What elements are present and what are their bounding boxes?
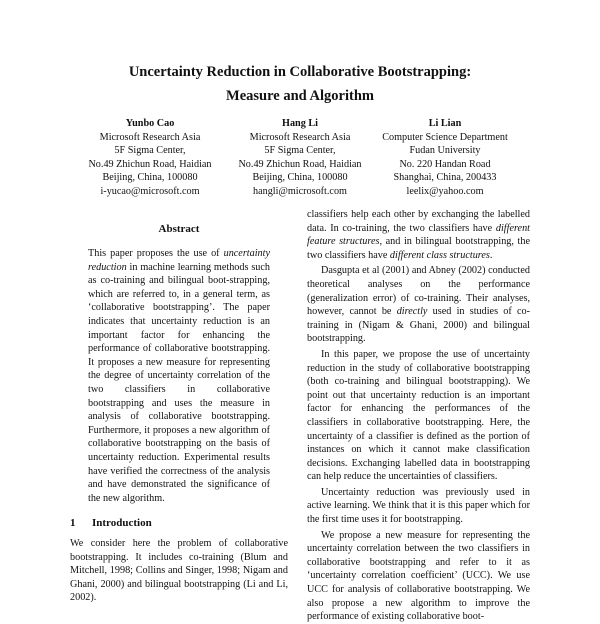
author-address: 5F Sigma Center, <box>264 145 336 157</box>
author-affiliation: Computer Science Department <box>382 131 508 143</box>
abstract-heading: Abstract <box>158 223 200 235</box>
author-address: Shanghai, China, 200433 <box>393 172 497 184</box>
abstract-body <box>88 247 270 505</box>
right-column <box>307 208 530 624</box>
body-paragraph: We propose a new measure for representing the uncertainty correlation between the two classifiers in collaborative bootstrapping and refer to it as ‘uncertainty correlation coefficient’ (UCC). We use UCC for analysis of collaborative bootstrapping. We also propose a new algorithm to improve the performance of existing collaborative boot- <box>307 529 530 623</box>
author-address: No.49 Zhichun Road, Haidian <box>238 158 362 170</box>
body-paragraph: Uncertainty reduction was previously used in active learning. We think that it is this paper which for the first time uses it for bootstrapping. <box>307 486 530 526</box>
author-name: Li Lian <box>428 118 462 129</box>
author-affiliation: Fudan University <box>409 145 481 157</box>
author-block-3 <box>355 117 535 199</box>
body-paragraph: Dasgupta et al (2001) and Abney (2002) conducted theoretical analyses on the performance (generalization error) of co-training. Their analyses, however, cannot be directly used in studies of co-training in (Nigam & Ghani, 2000) and bilingual bootstrapping. <box>307 265 530 345</box>
author-email: i-yucao@microsoft.com <box>100 185 200 197</box>
author-email: leelix@yahoo.com <box>406 185 484 197</box>
author-name: Hang Li <box>282 118 318 129</box>
section-heading-introduction <box>70 516 152 530</box>
body-paragraph: classifiers help each other by exchanging the labelled data. In co-training, the two classifiers have different feature structures, and in bilingual bootstrapping, the two classifiers have different class structures. <box>307 209 531 261</box>
author-affiliation: Microsoft Research Asia <box>249 131 351 143</box>
introduction-body <box>70 537 288 605</box>
paper-title-line-1: Uncertainty Reduction in Collaborative Bootstrapping: <box>128 64 472 80</box>
author-affiliation: Microsoft Research Asia <box>99 131 201 143</box>
author-name: Yunbo Cao <box>125 118 175 129</box>
author-address: No. 220 Handan Road <box>399 158 491 170</box>
section-title: Introduction <box>92 517 152 529</box>
author-address: No.49 Zhichun Road, Haidian <box>88 158 212 170</box>
body-paragraph: In this paper, we propose the use of uncertainty reduction in the study of collaborative bootstrapping (both co-training and bilingual bootstrapping). We point out that uncertainty reduction is an important factor for enhancing the performances of the classifiers in collaborative bootstrapping. Here, the uncertainty of a classifier is defined as the portion of instances on which it cannot make classification decisions. Exchanging labelled data in bootstrapping can help reduce the uncertainties of classifiers. <box>307 348 530 483</box>
abstract-paragraph: This paper proposes the use of uncertainty reduction in machine learning methods such as co-training and bilingual boot-strapping, which are referred to, in a general term, as ‘collaborative bootstrapping’. The paper indicates that uncertainty reduction is an important factor for enhancing the performance of collaborative bootstrapping. It proposes a new measure for representing the degree of uncertainty correlation of the two classifiers in collaborative bootstrapping and uses the measure in analysis of collaborative bootstrapping. Furthermore, it proposes a new algorithm of collaborative bootstrapping on the basis of uncertainty reduction. Experimental results have verified the correctness of the analysis and have demonstrated the significance of the new algorithm. <box>88 248 270 504</box>
author-email: hangli@microsoft.com <box>253 185 347 197</box>
section-number: 1 <box>70 517 76 529</box>
author-address: Beijing, China, 100080 <box>252 172 348 184</box>
paper-title-line-2: Measure and Algorithm <box>226 88 374 104</box>
author-address: Beijing, China, 100080 <box>102 172 198 184</box>
intro-paragraph: We consider here the problem of collaborative bootstrapping. It includes co-training (Blum and Mitchell, 1998; Collins and Singer, 1998; Nigam and Ghani, 2000) and bilingual bootstrapping (Li and Li, 2002). <box>70 538 288 604</box>
author-address: 5F Sigma Center, <box>114 145 186 157</box>
